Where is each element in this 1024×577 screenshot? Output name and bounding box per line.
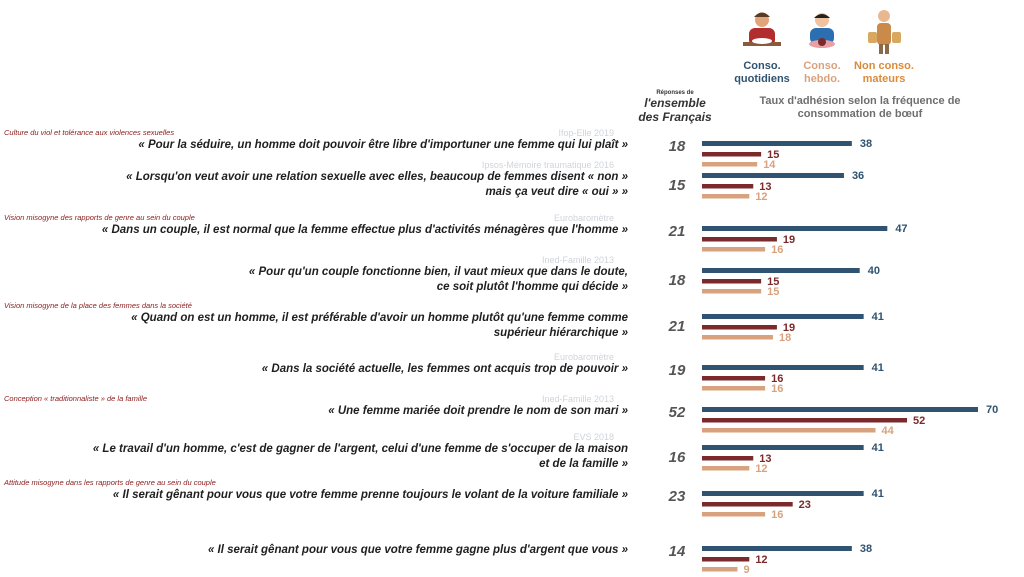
bar-daily — [702, 407, 978, 412]
rate-header: Taux d'adhésion selon la fréquence de consommation de bœuf — [759, 95, 961, 120]
bar-value-label: 15 — [767, 286, 780, 298]
source-label: Eurobaromètre — [553, 352, 614, 362]
bar-value-label: 13 — [759, 453, 772, 465]
category-label: Attitude misogyne dans les rapports de genre au sein du couple — [4, 478, 216, 487]
bar-value-label: 16 — [771, 373, 784, 385]
legend-non-label: Non conso. mateurs — [854, 60, 914, 85]
category-label: Vision misogyne de la place des femmes dans la société — [4, 301, 192, 310]
bar-value-label: 38 — [859, 543, 873, 555]
bar-value-label: 47 — [895, 223, 908, 235]
category-label: Conception « traditionnaliste » de la famille — [4, 394, 148, 403]
bar-weekly — [702, 279, 761, 284]
total-value: 52 — [668, 404, 686, 421]
bar-value-label: 16 — [771, 509, 784, 521]
source-label: Ifop-Elle 2019 — [558, 128, 614, 138]
total-value: 23 — [668, 488, 686, 505]
statement-text: « Il serait gênant pour vous que votre femme prenne toujours le volant de la voiture familiale » — [112, 489, 628, 501]
bar-non — [702, 162, 757, 167]
bar-group — [700, 442, 1024, 476]
bar-non — [702, 194, 749, 199]
bar-daily — [702, 268, 860, 273]
total-value: 18 — [668, 272, 686, 289]
bar-group — [700, 404, 1024, 438]
bar-value-label: 52 — [913, 415, 926, 427]
bar-value-label: 12 — [755, 463, 768, 475]
bar-value-label: 12 — [755, 554, 768, 566]
bar-value-label: 14 — [763, 159, 776, 171]
bar-non — [702, 466, 749, 471]
bar-non — [702, 386, 765, 391]
bar-value-label: 19 — [782, 322, 796, 334]
bar-value-label: 41 — [871, 442, 884, 454]
bar-daily — [702, 173, 844, 178]
source-label: Ined-Famille 2013 — [541, 394, 614, 404]
statement-text: « Quand on est un homme, il est préférable d'avoir un homme plutôt qu'une femme comme supérieur hiérarchique » — [131, 312, 628, 339]
bar-daily — [702, 546, 852, 551]
bar-value-label: 18 — [778, 332, 792, 344]
bar-group — [700, 311, 1024, 345]
bar-non — [702, 512, 765, 517]
total-value: 19 — [668, 362, 686, 379]
bar-non — [702, 289, 761, 294]
total-header-small: Réponses de — [656, 90, 694, 96]
total-value: 15 — [668, 177, 686, 194]
bar-value-label: 15 — [767, 276, 780, 288]
bar-group — [700, 223, 1024, 257]
bar-weekly — [702, 237, 777, 242]
bar-value-label: 41 — [871, 311, 884, 323]
statement-text: « Une femme mariée doit prendre le nom de son mari » — [328, 405, 628, 417]
bar-value-label: 44 — [881, 425, 894, 437]
bar-weekly — [702, 418, 907, 423]
statement-text: « Lorsqu'on veut avoir une relation sexuelle avec elles, beaucoup de femmes disent « non » mais ça veut dire « oui » » — [126, 171, 628, 198]
bar-weekly — [702, 376, 765, 381]
total-value: 14 — [668, 543, 686, 560]
total-header — [632, 90, 718, 124]
bar-non — [702, 567, 737, 572]
bar-non — [702, 335, 773, 340]
bar-value-label: 40 — [867, 265, 880, 277]
bar-weekly — [702, 557, 749, 562]
bar-group — [700, 265, 1024, 299]
bar-group — [700, 543, 1024, 577]
bar-daily — [702, 314, 864, 319]
bar-daily — [702, 141, 852, 146]
bar-weekly — [702, 152, 761, 157]
bar-weekly — [702, 502, 793, 507]
bar-value-label: 38 — [859, 138, 873, 150]
bar-value-label: 41 — [871, 488, 884, 500]
bar-weekly — [702, 325, 777, 330]
bar-value-label: 36 — [851, 170, 865, 182]
bar-group — [700, 170, 1024, 204]
bar-value-label: 70 — [986, 404, 999, 416]
bar-group — [700, 138, 1024, 172]
bar-daily — [702, 365, 864, 370]
statement-text: « Il serait gênant pour vous que votre femme gagne plus d'argent que vous » — [207, 544, 628, 556]
daily-consumer-icon — [740, 8, 784, 54]
non-consumer-icon — [862, 8, 906, 54]
bar-value-label: 12 — [755, 191, 768, 203]
source-label: Ined-Famille 2013 — [541, 255, 614, 265]
legend-daily-label: Conso. quotidiens — [734, 60, 790, 85]
legend-weekly-label: Conso. hebdo. — [803, 60, 841, 85]
statement-text: « Pour la séduire, un homme doit pouvoir être libre d'importuner une femme qui lui plaît » — [138, 139, 628, 151]
statement-text: « Pour qu'un couple fonctionne bien, il vaut mieux que dans le doute, ce soit plutôt l'homme qui décide » — [248, 266, 628, 293]
bar-daily — [702, 226, 887, 231]
total-value: 21 — [668, 318, 686, 335]
bar-daily — [702, 491, 864, 496]
statement-text: « Dans un couple, il est normal que la femme effectue plus d'activités ménagères que l'homme » — [101, 224, 628, 236]
bar-value-label: 19 — [782, 234, 796, 246]
bar-weekly — [702, 456, 753, 461]
category-label: Culture du viol et tolérance aux violences sexuelles — [4, 128, 175, 137]
bar-value-label: 16 — [771, 244, 784, 256]
weekly-consumer-icon — [800, 8, 844, 54]
bar-non — [702, 247, 765, 252]
statement-text: « Le travail d'un homme, c'est de gagner de l'argent, celui d'une femme de s'occuper de la maison et de la famille » — [92, 443, 628, 470]
bar-value-label: 16 — [771, 383, 784, 395]
bar-value-label: 23 — [798, 499, 811, 511]
statement-text: « Dans la société actuelle, les femmes ont acquis trop de pouvoir » — [261, 363, 628, 375]
bar-value-label: 41 — [871, 362, 884, 374]
bar-value-label: 15 — [767, 149, 780, 161]
source-label: Eurobaromètre — [553, 213, 614, 223]
bar-group — [700, 488, 1024, 522]
source-label: Ipsos-Mémoire traumatique 2016 — [481, 160, 614, 170]
bar-group — [700, 362, 1024, 396]
total-header-big: l'ensemble des Français — [638, 96, 712, 124]
total-value: 16 — [668, 449, 686, 466]
bar-daily — [702, 445, 864, 450]
total-value: 21 — [668, 223, 686, 240]
total-value: 18 — [668, 138, 686, 155]
bar-value-label: 9 — [743, 564, 750, 576]
bar-weekly — [702, 184, 753, 189]
bar-value-label: 13 — [759, 181, 772, 193]
category-label: Vision misogyne des rapports de genre au sein du couple — [4, 213, 195, 222]
bar-non — [702, 428, 875, 433]
source-label: EVS 2018 — [573, 432, 614, 442]
